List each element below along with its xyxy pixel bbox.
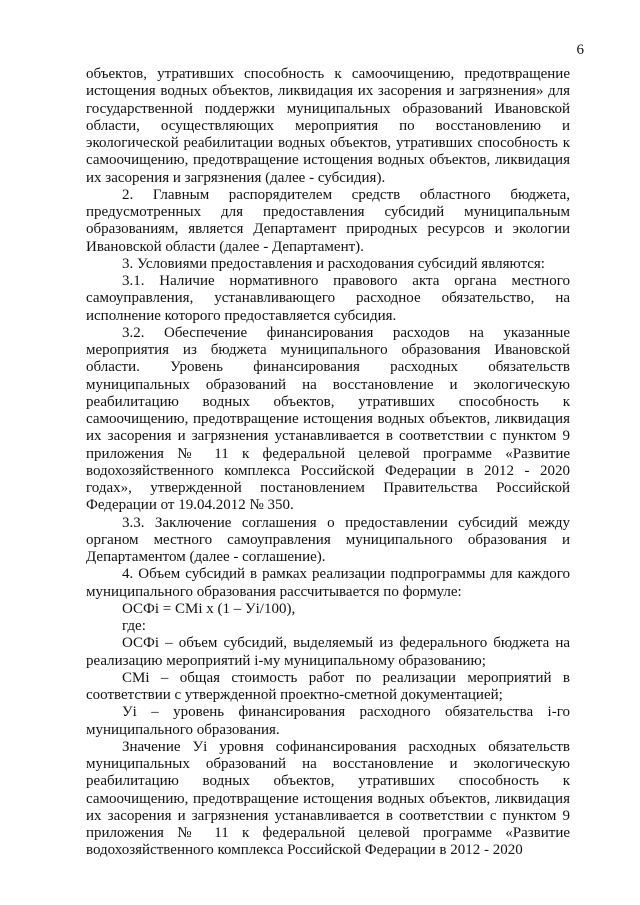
paragraph-ui-value: Значение Уi уровня софинансирования расходных обязательств муниципальных образований на восстановление и экологическую реабилитацию водных объектов, утративших способность к самоочищению, предотвращение истощения водных объектов, ликвидация их засорения и загрязнения устанавливается в соответствии с пунктом 9 приложения № 11 к федеральной целевой программе «Развитие водохозяйственного комплекса Российской Федерации в 2012 - 2020 — [86, 738, 570, 859]
paragraph-2: 2. Главным распорядителем средств областного бюджета, предусмотренных для предоставления субсидий муниципальным образованиям, является Департамент природных ресурсов и экологии Ивановской области (далее - Департамент). — [86, 186, 570, 255]
paragraph-3-2: 3.2. Обеспечение финансирования расходов на указанные мероприятия из бюджета муниципального образования Ивановской области. Уровень финансирования расходных обязательств муниципальных образований на восстановление и экологическую реабилитацию водных объектов, утративших способность к самоочищению, предотвращение истощения водных объектов, ликвидация их засорения и загрязнения устанавливается в соответствии с пунктом 9 приложения № 11 к федеральной целевой программе «Развитие водохозяйственного комплекса Российской Федерации в 2012 - 2020 годах», утвержденной постановлением Правительства Российской Федерации от 19.04.2012 № 350. — [86, 324, 570, 514]
formula-where: где: — [122, 618, 146, 634]
paragraph-3-1: 3.1. Наличие нормативного правового акта органа местного самоуправления, устанавливающего расходное обязательство, на исполнение которого предоставляется субсидия. — [86, 273, 570, 324]
paragraph-4: 4. Объем субсидий в рамках реализации подпрограммы для каждого муниципального образования рассчитывается по формуле: — [86, 566, 570, 600]
formula: ОСФi = СМi х (1 – Уi/100), — [122, 600, 296, 617]
definition-ui: Уi – уровень финансирования расходного обязательства i-го муниципального образования. — [86, 704, 570, 738]
definition-osfi: ОСФi – объем субсидий, выделяемый из федерального бюджета на реализацию мероприятий i-му муниципальному образованию; — [86, 635, 570, 669]
paragraph-continuation: объектов, утративших способность к самоочищению, предотвращение истощения водных объектов, ликвидация их засорения и загрязнения» для государственной поддержки муниципальных образований Ивановской области, осуществляющих мероприятия по восстановлению и экологической реабилитации водных объектов, утративших способность к самоочищению, предотвращение истощения водных объектов, ликвидация их засорения и загрязнения (далее - субсидия). — [86, 66, 570, 186]
definition-smi: СМi – общая стоимость работ по реализации мероприятий в соответствии с утвержденной проектно-сметной документацией; — [86, 669, 570, 703]
paragraph-3-3: 3.3. Заключение соглашения о предоставлении субсидий между органом местного самоуправления муниципального образования и Департаментом (далее - соглашение). — [86, 514, 570, 565]
document-body — [86, 66, 570, 860]
paragraph-3: 3. Условиями предоставления и расходования субсидий являются: — [122, 255, 545, 272]
page-number: 6 — [576, 42, 584, 58]
